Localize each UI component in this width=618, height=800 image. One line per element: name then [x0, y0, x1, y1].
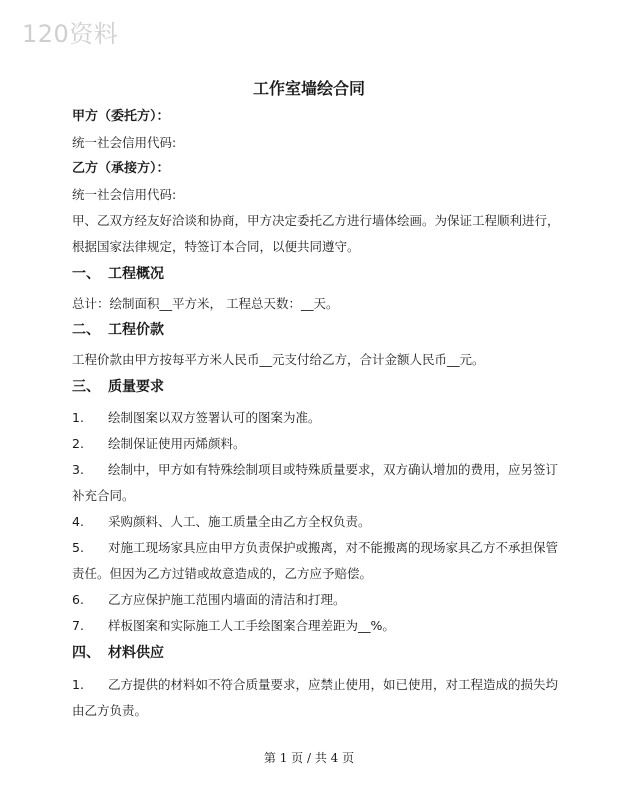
party-a-credit-code: 统一社会信用代码: [72, 135, 177, 150]
party-a-label: 甲方（委托方）： [72, 109, 170, 124]
section-heading-1 [72, 266, 552, 282]
item-number: 6. [72, 592, 84, 607]
item-number: 1. [72, 677, 84, 692]
section-number: 三、 [72, 379, 100, 395]
list-item [72, 677, 559, 693]
item-text-continued: 补充合同。 [72, 488, 135, 503]
item-number: 5. [72, 540, 84, 555]
item-text-continued: 责任。但因为乙方过错或故意造成的，乙方应予赔偿。 [72, 566, 373, 581]
list-item [72, 514, 552, 530]
item-number: 4. [72, 514, 84, 529]
item-text: 绘制保证使用丙烯颜料。 [108, 436, 246, 451]
list-item [72, 462, 559, 478]
intro-line-2: 根据国家法律规定，特签订本合同，以便共同遵守。 [72, 239, 360, 254]
list-item [72, 410, 552, 426]
item-number: 7. [72, 618, 84, 633]
item-text: 采购颜料、人工、施工质量全由乙方全权负责。 [108, 514, 371, 529]
section-heading-4 [72, 645, 552, 661]
item-text-continued: 由乙方负责。 [72, 703, 148, 718]
intro-line-1: 甲、乙双方经友好洽谈和协商，甲方决定委托乙方进行墙体绘画。为保证工程顺利进行， [72, 213, 560, 228]
list-item [72, 436, 552, 452]
item-number: 1. [72, 410, 84, 425]
section-title: 工程价款 [108, 322, 164, 338]
section-number: 一、 [72, 266, 100, 282]
party-b-label: 乙方（承接方）： [72, 161, 170, 176]
list-item [72, 540, 559, 556]
list-item [72, 592, 552, 608]
item-text: 样板图案和实际施工人工手绘图案合理差距为__%。 [108, 618, 395, 633]
party-b-credit-code: 统一社会信用代码: [72, 187, 177, 202]
item-number: 3. [72, 462, 84, 477]
section-title: 工程概况 [108, 266, 164, 282]
list-item [72, 618, 552, 634]
item-text: 乙方提供的材料如不符合质量要求，应禁止使用，如已使用，对工程造成的损失均 [108, 677, 559, 692]
section-title: 质量要求 [108, 379, 164, 395]
section-2-line: 工程价款由甲方按每平方米人民币__元支付给乙方，合计金额人民币__元。 [72, 352, 485, 367]
page-footer: 第 1 页 / 共 4 页 [263, 751, 355, 765]
section-number: 四、 [72, 645, 100, 661]
document-title: 工作室墙绘合同 [252, 79, 365, 98]
item-number: 2. [72, 436, 84, 451]
section-title: 材料供应 [108, 645, 164, 661]
item-text: 乙方应保护施工范围内墙面的清洁和打理。 [108, 592, 346, 607]
section-heading-3 [72, 379, 552, 395]
section-number: 二、 [72, 322, 100, 338]
section-heading-2 [72, 322, 552, 338]
watermark: 120资料 [22, 20, 119, 48]
section-1-line: 总计：绘制面积__平方米， 工程总天数：__天。 [72, 296, 339, 311]
item-text: 对施工现场家具应由甲方负责保护或搬离，对不能搬离的现场家具乙方不承担保管 [108, 540, 559, 555]
item-text: 绘制中，甲方如有特殊绘制项目或特殊质量要求，双方确认增加的费用，应另签订 [108, 462, 559, 477]
item-text: 绘制图案以双方签署认可的图案为准。 [108, 410, 321, 425]
